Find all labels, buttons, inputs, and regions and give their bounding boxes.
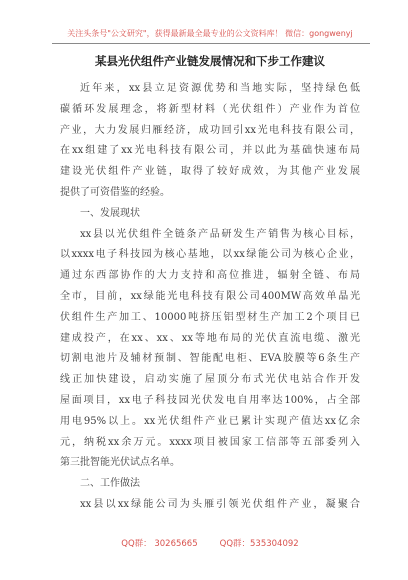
paragraph-line: 切割电池片及辅材预制、智能配电柜、EVA胶膜等6条生产 — [60, 353, 360, 365]
paragraph-line: 屋面项目，xx电子科技园光伏发电自用率达100%，占全部 — [60, 394, 360, 406]
paragraph-line: 用电95%以上。xx光伏组件产业已累计实现产值达xx亿余 — [60, 415, 360, 427]
section-heading: 二、工作做法 — [80, 478, 140, 490]
paragraph-line: 第三批智能光伏试点名单。 — [60, 457, 180, 469]
paragraph-line: 近年来，xx县立足资源优势和当地实际，坚持绿色低 — [80, 83, 360, 94]
paragraph-line: 提供了可资借鉴的经验。 — [60, 186, 170, 198]
paragraph-line: 以xxxx电子科技园为核心基地，以xx绿能公司为核心企业， — [60, 249, 360, 261]
paragraph-line: xx县以xx绿能公司为头雁引领光伏组件产业，凝聚合 — [80, 498, 360, 510]
paragraph-line: 产业，大力发展归雁经济，成功回引xx光电科技有限公司， — [60, 124, 360, 136]
paragraph-line: 元，纳税xx余万元。xxxx项目被国家工信部等五部委列入 — [60, 436, 360, 448]
paragraph-line: 线正加快建设，启动实施了屋顶分布式光伏电站合作开发 — [60, 374, 360, 386]
paragraph-line: 全市，目前，xx绿能光电科技有限公司400MW高效单晶光 — [60, 290, 360, 302]
document-title: 某县光伏组件产业链发展情况和下步工作建议 — [95, 54, 325, 68]
footer-contact — [60, 537, 360, 549]
header-divider — [52, 43, 370, 44]
paragraph-line: 伏组件生产加工、10000吨挤压铝型材生产加工2个项目已 — [60, 311, 360, 323]
header-banner: 关注头条号"公文研究"，获得最新最全最专业的公文资料库！ 微信：gongwenyj — [67, 29, 353, 38]
paragraph-line: xx县以光伏组件全链条产品研发生产销售为核心目标， — [80, 228, 360, 240]
paragraph-line: 碳循环发展理念，将新型材料（光伏组件）产业作为首位 — [60, 103, 360, 115]
footer-qq-group-2: QQ群：535304092 — [219, 539, 299, 549]
footer-qq-group-1: QQ群： 30265665 — [121, 539, 198, 549]
section-heading: 一、发展现状 — [80, 207, 140, 219]
paragraph-line: 在xx组建了xx光电科技有限公司，并以此为基础快速布局 — [60, 145, 360, 157]
paragraph-line: 建成投产，在xx、xx、xx等地布局的光伏直流电缆、激光 — [60, 332, 360, 344]
paragraph-line: 通过东西部协作的大力支持和高位推进，辐射全链、布局 — [60, 270, 360, 282]
document-body — [60, 79, 360, 516]
paragraph-line: 建设光伏组件产业链，取得了较好成效，为其他产业发展 — [60, 166, 360, 178]
